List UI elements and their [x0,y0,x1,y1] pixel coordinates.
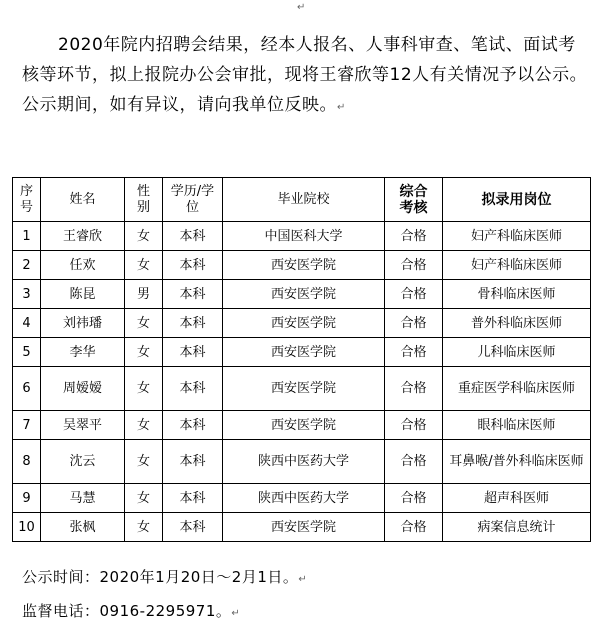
table-row [13,280,591,309]
table-row [13,251,591,280]
cell-school: 西安医学院 [223,411,385,440]
cell-assessment: 合格 [385,309,443,338]
cell-position: 骨科临床医师 [443,280,591,309]
table-row [13,513,591,542]
cell-gender: 女 [125,222,163,251]
cell-no: 7 [13,411,41,440]
cell-name: 沈云 [41,440,125,484]
paragraph-mark-icon: ↵ [297,2,306,13]
header-no: 序号 [13,178,41,222]
publicity-period-text: 公示时间：2020年1月20日～2月1日。 [22,568,299,586]
cell-assessment: 合格 [385,440,443,484]
cell-school: 陕西中医药大学 [223,440,385,484]
cell-assessment: 合格 [385,513,443,542]
cell-school: 中国医科大学 [223,222,385,251]
cell-name: 任欢 [41,251,125,280]
paragraph-mark-icon: ↵ [231,608,240,619]
cell-no: 1 [13,222,41,251]
paragraph-mark-icon: ↵ [298,574,307,585]
cell-no: 5 [13,338,41,367]
cell-school: 西安医学院 [223,338,385,367]
cell-position: 妇产科临床医师 [443,251,591,280]
cell-assessment: 合格 [385,251,443,280]
cell-gender: 女 [125,411,163,440]
cell-gender: 女 [125,251,163,280]
cell-gender: 男 [125,280,163,309]
cell-degree: 本科 [163,513,223,542]
cell-no: 9 [13,484,41,513]
cell-no: 3 [13,280,41,309]
cell-name: 马慧 [41,484,125,513]
cell-gender: 女 [125,309,163,338]
cell-position: 普外科临床医师 [443,309,591,338]
cell-position: 儿科临床医师 [443,338,591,367]
cell-gender: 女 [125,338,163,367]
cell-no: 8 [13,440,41,484]
cell-school: 西安医学院 [223,280,385,309]
cell-school: 西安医学院 [223,251,385,280]
table-header-row [13,178,591,222]
cell-school: 陕西中医药大学 [223,484,385,513]
cell-gender: 女 [125,484,163,513]
cell-degree: 本科 [163,280,223,309]
cell-name: 刘祎璠 [41,309,125,338]
cell-position: 超声科医师 [443,484,591,513]
supervision-phone [22,600,240,621]
cell-position: 耳鼻喉/普外科临床医师 [443,440,591,484]
cell-degree: 本科 [163,222,223,251]
cell-school: 西安医学院 [223,513,385,542]
announcement-paragraph [22,30,592,123]
cell-assessment: 合格 [385,338,443,367]
header-position: 拟录用岗位 [443,178,591,222]
table-row [13,484,591,513]
cell-position: 重症医学科临床医师 [443,367,591,411]
cell-school: 西安医学院 [223,309,385,338]
header-degree: 学历/学位 [163,178,223,222]
table-row [13,222,591,251]
cell-assessment: 合格 [385,222,443,251]
table-row [13,309,591,338]
cell-no: 2 [13,251,41,280]
header-school: 毕业院校 [223,178,385,222]
cell-degree: 本科 [163,367,223,411]
publicity-period [22,566,307,587]
cell-name: 李华 [41,338,125,367]
header-name: 姓名 [41,178,125,222]
cell-degree: 本科 [163,251,223,280]
cell-assessment: 合格 [385,411,443,440]
cell-no: 4 [13,309,41,338]
cell-degree: 本科 [163,309,223,338]
cell-degree: 本科 [163,440,223,484]
cell-no: 6 [13,367,41,411]
cell-degree: 本科 [163,338,223,367]
cell-name: 王睿欣 [41,222,125,251]
cell-position: 病案信息统计 [443,513,591,542]
table-row [13,440,591,484]
cell-degree: 本科 [163,484,223,513]
cell-no: 10 [13,513,41,542]
cell-name: 周嫒嫒 [41,367,125,411]
cell-school: 西安医学院 [223,367,385,411]
table-row [13,338,591,367]
supervision-phone-text: 监督电话：0916-2295971。 [22,602,232,620]
cell-assessment: 合格 [385,280,443,309]
candidate-table [12,177,591,542]
cell-name: 张枫 [41,513,125,542]
paragraph-mark-icon: ↵ [337,102,346,113]
header-assessment: 综合考核 [385,178,443,222]
cell-name: 陈昆 [41,280,125,309]
table-row [13,367,591,411]
cell-assessment: 合格 [385,367,443,411]
cell-name: 吴翠平 [41,411,125,440]
table-row [13,411,591,440]
cell-gender: 女 [125,367,163,411]
header-gender: 性别 [125,178,163,222]
cell-degree: 本科 [163,411,223,440]
cell-gender: 女 [125,513,163,542]
cell-gender: 女 [125,440,163,484]
announcement-text: 2020年院内招聘会结果，经本人报名、人事科审查、笔试、面试考核等环节，拟上报院办公会审批，现将王睿欣等12人有关情况予以公示。公示期间，如有异议，请向我单位反映。 [22,35,588,115]
cell-position: 妇产科临床医师 [443,222,591,251]
cell-assessment: 合格 [385,484,443,513]
cell-position: 眼科临床医师 [443,411,591,440]
